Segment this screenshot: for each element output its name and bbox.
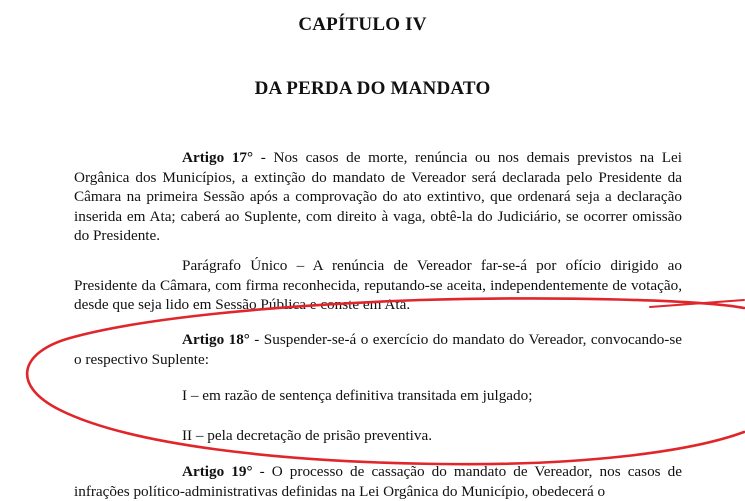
- chapter-heading: CAPÍTULO IV: [298, 14, 427, 35]
- paragrafo-unico: [74, 256, 682, 315]
- paragrafo-unico-text: Parágrafo Único – A renúncia de Vereador far-se-á por ofício dirigido ao Presidente da Câmara, com firma reconhecida, reputando-se aceita, independentemente de votação, desde que seja lido em Sessão Pública e conste em Ata.: [74, 257, 682, 314]
- chapter-title: DA PERDA DO MANDATO: [254, 78, 491, 99]
- article-17: [74, 148, 682, 246]
- article-18-text: - Suspender-se-á o exercício do mandato do Vereador, convocando-se o respectivo Suplente:: [74, 331, 682, 368]
- article-18: [74, 330, 682, 369]
- article-17-label: Artigo 17°: [182, 149, 254, 166]
- article-19: [74, 462, 682, 501]
- article-17-text: - Nos casos de morte, renúncia ou nos demais previstos na Lei Orgânica dos Municípios, a extinção do mandato de Vereador será declarada pelo Presidente da Câmara na primeira Sessão após a comprovação do ato extintivo, que ordenará seja a declaração inserida em Ata; caberá ao Suplente, com direito à vaga, obtê-la do Judiciário, se ocorrer omissão do Presidente.: [74, 149, 683, 245]
- article-19-label: Artigo 19°: [182, 463, 253, 480]
- article-19-text: - O processo de cassação do mandato de Vereador, nos casos de infrações político-administrativas definidas na Lei Orgânica do Município, obedecerá o: [74, 463, 683, 500]
- article-18-label: Artigo 18°: [182, 331, 250, 348]
- article-18-item-i: I – em razão de sentença definitiva transitada em julgado;: [182, 387, 533, 404]
- article-18-item-ii: II – pela decretação de prisão preventiva.: [182, 427, 433, 444]
